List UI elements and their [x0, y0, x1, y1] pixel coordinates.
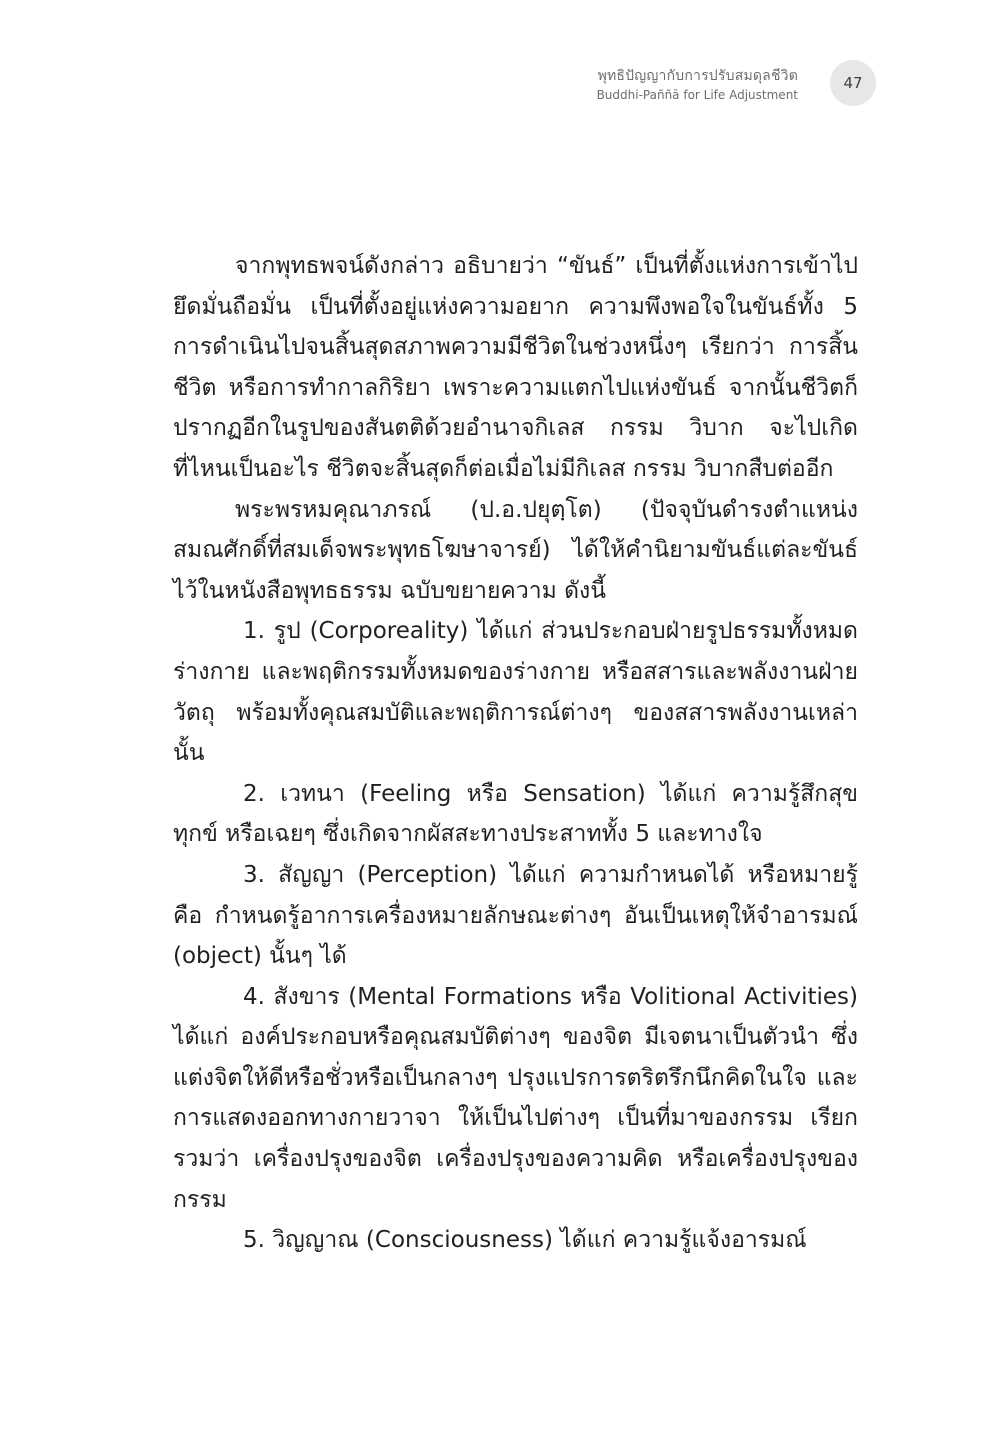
book-title-english: Buddhi-Paññā for Life Adjustment — [596, 87, 798, 102]
page-number: 47 — [843, 74, 863, 92]
book-title-thai: พุทธิปัญญากับการปรับสมดุลชีวิต — [597, 68, 798, 84]
page-number-badge — [830, 60, 876, 106]
paragraph-definition-intro: พระพรหมคุณาภรณ์ (ป.อ.ปยุตฺโต) (ปัจจุบันดำรงตำแหน่งสมณศักดิ์ที่สมเด็จพระพุทธโฆษาจารย์) ได้ให้คำนิยามขันธ์แต่ละขันธ์ไว้ในหนังสือพุทธธรรม ฉบับขยายความ ดังนี้ — [173, 496, 858, 604]
list-item-vinnana: 5. วิญญาณ (Consciousness) ได้แก่ ความรู้แจ้งอารมณ์ — [243, 1227, 807, 1254]
list-item-rupa: 1. รูป (Corporeality) ได้แก่ ส่วนประกอบฝ่ายรูปธรรมทั้งหมด ร่างกาย และพฤติกรรมทั้งหมดของร่างกาย หรือสสารและพลังงานฝ่ายวัตถุ พร้อมทั้งคุณสมบัติและพฤติการณ์ต่างๆ ของสสารพลังงานเหล่านั้น — [173, 618, 858, 767]
running-header — [597, 68, 798, 103]
body-text — [173, 246, 858, 1261]
list-item-sankhara: 4. สังขาร (Mental Formations หรือ Volitional Activities) ได้แก่ องค์ประกอบหรือคุณสมบัติต่างๆ ของจิต มีเจตนาเป็นตัวนำ ซึ่งแต่งจิตให้ดีหรือชั่วหรือเป็นกลางๆ ปรุงแปรการตริตรึกนึกคิดในใจ และการแสดงออกทางกายวาจา ให้เป็นไปต่างๆ เป็นที่มาของกรรม เรียกรวมว่า เครื่องปรุงของจิต เครื่องปรุงของความคิด หรือเครื่องปรุงของกรรม — [173, 983, 858, 1213]
paragraph-khandha-explanation: จากพุทธพจน์ดังกล่าว อธิบายว่า “ขันธ์” เป็นที่ตั้งแห่งการเข้าไปยึดมั่นถือมั่น เป็นที่ตั้งอยู่แห่งความอยาก ความพึงพอใจในขันธ์ทั้ง 5 การดำเนินไปจนสิ้นสุดสภาพความมีชีวิตในช่วงหนึ่งๆ เรียกว่า การสิ้นชีวิต หรือการทำกาลกิริยา เพราะความแตกไปแห่งขันธ์ จากนั้นชีวิตก็ปรากฏอีกในรูปของสันตติด้วยอำนาจกิเลส กรรม วิบาก จะไปเกิดที่ไหนเป็นอะไร ชีวิตจะสิ้นสุดก็ต่อเมื่อไม่มีกิเลส กรรม วิบากสืบต่ออีก — [173, 253, 858, 482]
list-item-vedana: 2. เวทนา (Feeling หรือ Sensation) ได้แก่ ความรู้สึกสุข ทุกข์ หรือเฉยๆ ซึ่งเกิดจากผัสสะทางประสาททั้ง 5 และทางใจ — [173, 780, 858, 848]
list-item-sanna: 3. สัญญา (Perception) ได้แก่ ความกำหนดได้ หรือหมายรู้ คือ กำหนดรู้อาการเครื่องหมายลักษณะต่างๆ อันเป็นเหตุให้จำอารมณ์ (object) นั้นๆ ได้ — [173, 861, 858, 970]
